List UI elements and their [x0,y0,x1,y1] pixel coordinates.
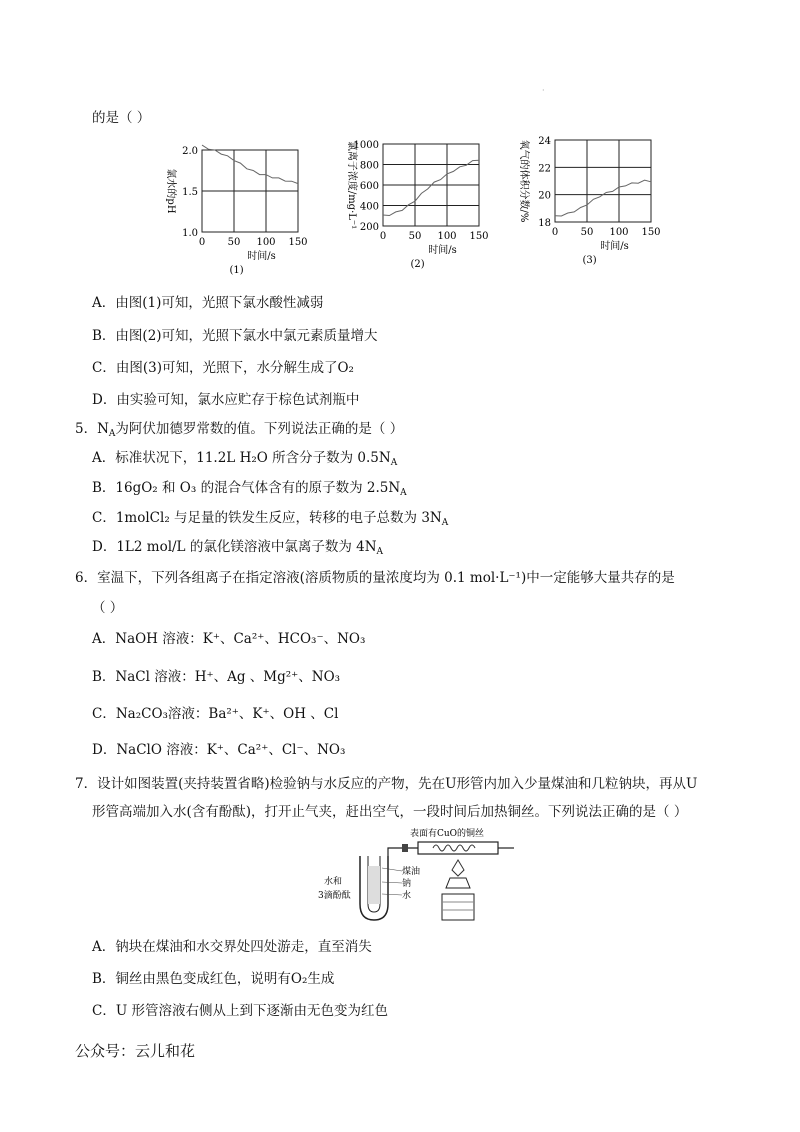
data-line [383,160,479,215]
label-phenol: 3滴酚酞 [318,891,351,901]
x-tick-label: 0 [198,237,206,248]
q6-option-d: D．NaClO 溶液：K⁺、Ca²⁺、Cl⁻、NO₃ [92,742,346,758]
label-water-2: 水 [402,891,412,901]
x-tick-label: 100 [609,227,629,238]
y-tick-label: 20 [538,190,551,202]
wood-block [442,894,474,920]
q4-option-b: B．由图(2)可知，光照下氯水中氯元素质量增大 [92,328,378,344]
data-line [202,145,298,184]
x-tick-label: 150 [469,231,489,242]
q7-option-a: A．钠块在煤油和水交界处四处游走，直至消失 [92,939,372,955]
y-axis-label: 氧气的体积分数/% [518,139,529,223]
y-tick-label: 1.5 [182,187,198,198]
x-axis-label: 时间/s [247,251,276,262]
y-tick-label: 22 [538,163,551,175]
label-copper: 表面有CuO的铜丝 [410,829,485,839]
lamp-icon [446,878,470,888]
x-tick-label: 0 [551,227,559,238]
chart-2-chloride [346,140,489,270]
q4-charts [150,130,670,280]
page-mark: · [542,86,545,95]
x-tick-label: 150 [641,227,661,238]
x-tick-label: 50 [227,237,241,248]
q5-option-b: B．16gO₂ 和 O₃ 的混合气体含有的原子数为 $2.5N_A$ [92,480,407,498]
q6-stem-paren: （ ） [92,600,124,616]
y-axis-label: 氯离子浓度/mg·L⁻¹ [346,140,357,230]
q7-option-b: B．铜丝由黑色变成红色，说明有O₂生成 [92,971,335,987]
x-axis-label: 时间/s [600,241,629,252]
y-tick-label: 200 [359,222,379,233]
data-line [555,180,651,216]
q7-option-c: C．U 形管溶液右侧从上到下逐渐由无色变为红色 [92,1003,389,1019]
copper-coil-icon [433,845,475,851]
y-tick-label: 18 [538,218,551,229]
plot-frame [555,140,651,222]
chart-caption: (2) [410,259,425,270]
q4-option-a: A．由图(1)可知，光照下氯水酸性减弱 [92,295,324,311]
y-tick-label: 400 [359,201,379,213]
q4-option-d: D．由实验可知，氯水应贮存于棕色试剂瓶中 [92,392,360,408]
label-kerosene: 煤油 [402,867,421,877]
u-tube-liquid [368,866,380,904]
q5-option-d: D．1L2 mol/L 的氯化镁溶液中氯离子数为 $4N_A$ [92,539,384,557]
label-sodium: 钠 [402,879,412,889]
q6-option-b: B．NaCl 溶液：H⁺、Ag 、Mg²⁺、NO₃ [92,669,341,685]
x-axis-label: 时间/s [428,245,457,256]
glass-tube [418,842,498,854]
x-tick-label: 50 [408,231,422,242]
flame-icon [452,860,464,876]
q4-option-c: C．由图(3)可知，光照下，水分解生成了O₂ [92,360,354,376]
q5-option-a: A．标准状况下，11.2L H₂O 所含分子数为 $0.5N_A$ [92,450,398,468]
q7-stem-line2: 形管高端加入水(含有酚酞)，打开止气夹，赶出空气，一段时间后加热铜丝。下列说法正确的是（ ） [92,804,688,820]
chart-caption: (3) [582,255,597,266]
y-axis-label: 氯水的pH [165,168,176,214]
x-tick-label: 50 [580,227,594,238]
q6-stem: 6．室温下，下列各组离子在指定溶液(溶质物质的量浓度均为 0.1 mol·L⁻¹)中一定能够大量共存的是 [75,570,675,586]
y-tick-label: 800 [359,160,379,172]
q4-stem-tail: 的是（ ） [92,110,151,126]
x-tick-label: 100 [437,231,457,242]
footer-wechat: 公众号：云儿和花 [75,1042,196,1060]
q6-option-c: C．Na₂CO₃溶液：Ba²⁺、K⁺、OH 、Cl [92,706,339,722]
stopcock-icon [402,844,408,852]
chart-3-oxygen [518,136,661,266]
x-tick-label: 100 [256,237,276,248]
y-tick-label: 2.0 [182,146,198,157]
label-water: 水和 [324,877,343,887]
q5-stem: 5．$N_A$为阿伏加德罗常数的值。下列说法正确的是（ ） [75,421,404,439]
chart-caption: (1) [229,265,244,276]
y-tick-label: 1000 [353,140,379,151]
q6-option-a: A．NaOH 溶液：K⁺、Ca²⁺、HCO₃⁻、NO₃ [92,631,366,647]
x-tick-label: 150 [288,237,308,248]
q5-option-c: C．1molCl₂ 与足量的铁发生反应，转移的电子总数为 $3N_A$ [92,510,449,528]
x-tick-label: 0 [379,231,387,242]
chart-1-ph [165,145,308,276]
y-tick-label: 24 [538,136,551,147]
y-tick-label: 1.0 [182,228,198,239]
q7-apparatus-figure [318,826,518,926]
y-tick-label: 600 [359,181,379,192]
q7-stem-line1: 7．设计如图装置(夹持装置省略)检验钠与水反应的产物，先在U形管内加入少量煤油和几粒钠块，再从U [75,776,698,792]
